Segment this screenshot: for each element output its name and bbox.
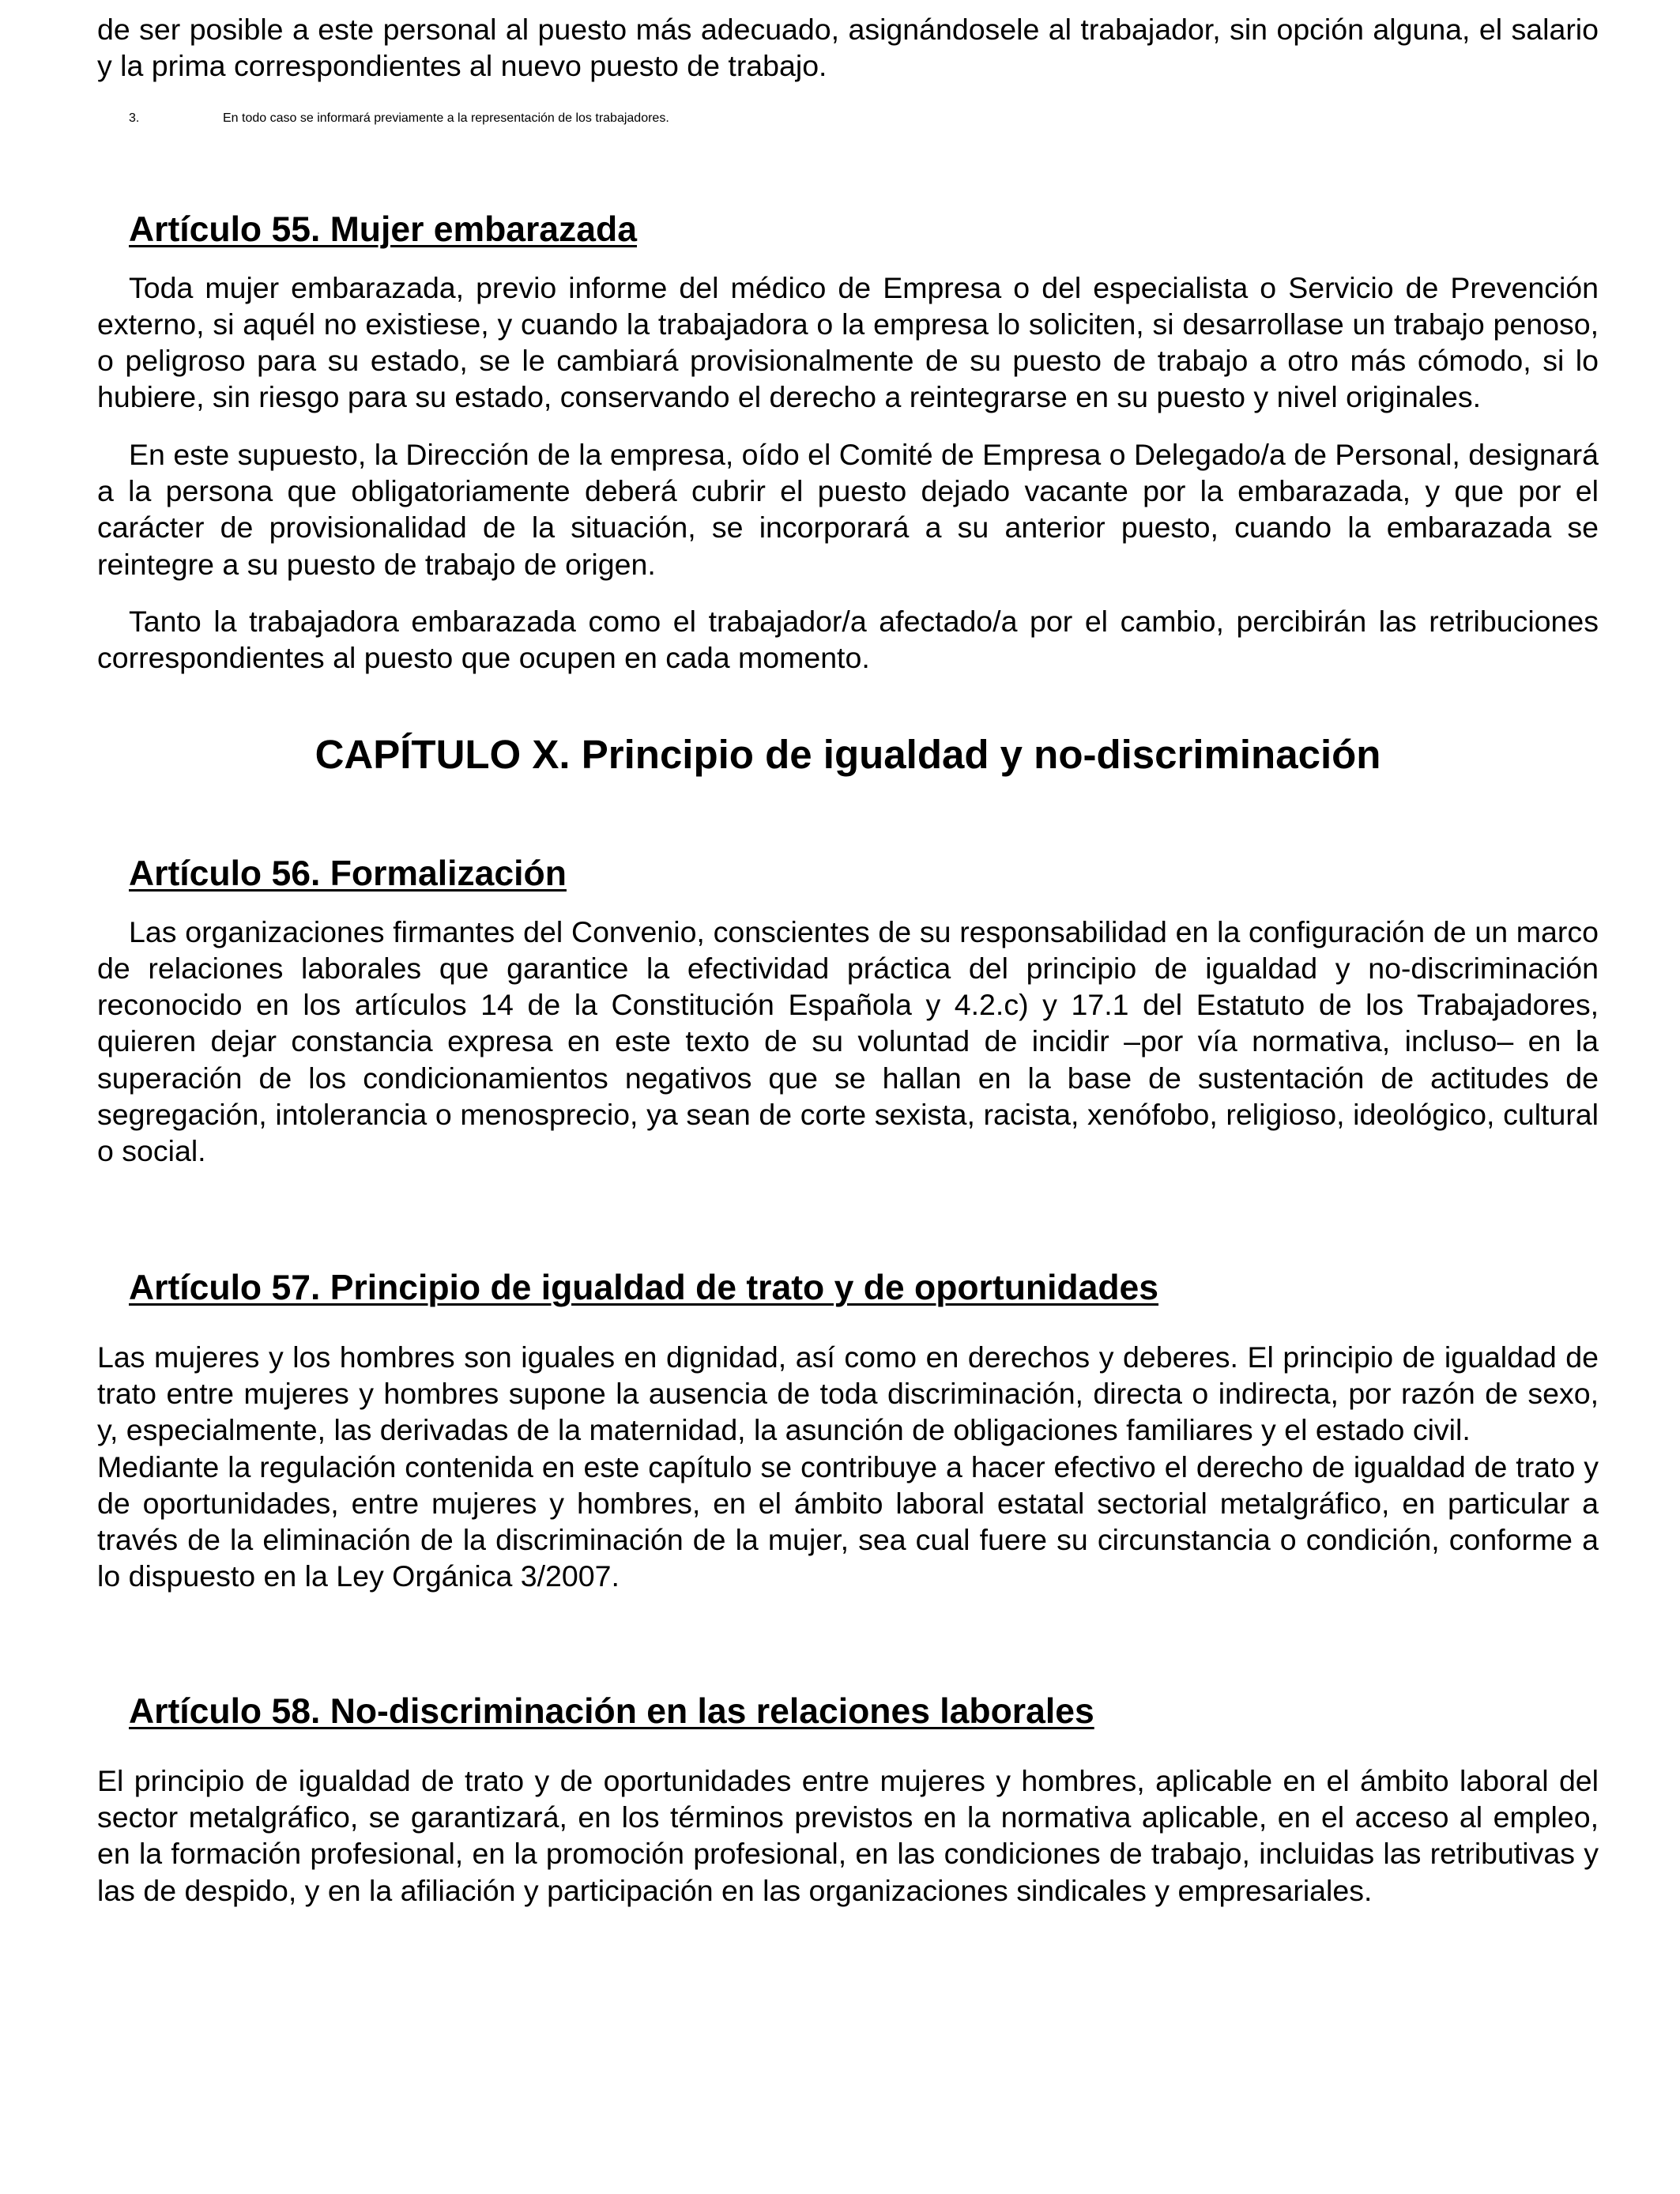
article-56-paragraph-1: Las organizaciones firmantes del Convenio, conscientes de su responsabilidad en la configuración de un marco de relaciones laborales que garantice la efectividad práctica del principio de igualdad y no-discriminación reconocido en los artículos 14 de la Constitución Española y 4.2.c) y 17.1 del Estatuto de los Trabajadores, quieren dejar constancia expresa en este texto de su voluntad de incidir –por vía normativa, incluso– en la superación de los condicionamientos negativos que se hallan en la base de sustentación de actitudes de segregación, intolerancia o menosprecio, ya sean de corte sexista, racista, xenófobo, religioso, ideológico, cultural o social. — [97, 914, 1599, 1168]
article-57-paragraph-2: Mediante la regulación contenida en este capítulo se contribuye a hacer efectivo el derecho de igualdad de trato y de oportunidades, entre mujeres y hombres, en el ámbito laboral estatal sectorial metalgráfico, en particular a través de la eliminación de la discriminación de la mujer, sea cual fuere su circunstancia o condición, conforme a lo dispuesto en la Ley Orgánica 3/2007. — [97, 1449, 1599, 1593]
article-56-title: Artículo 56. Formalización — [129, 854, 567, 893]
chapter-title: CAPÍTULO X. Principio de igualdad y no-discriminación — [315, 731, 1381, 777]
article-55-paragraph-2: En este supuesto, la Dirección de la empresa, oído el Comité de Empresa o Delegado/a de Personal, designará a la persona que obligatoriamente deberá cubrir el puesto dejado vacante por la embarazada, y que por el carácter de provisionalidad de la situación, se incorporará a su anterior puesto, cuando la embarazada se reintegre a su puesto de trabajo de origen. — [97, 437, 1599, 581]
article-57-title: Artículo 57. Principio de igualdad de trato y de oportunidades — [129, 1268, 1159, 1307]
article-55-paragraph-3: Tanto la trabajadora embarazada como el trabajador/a afectado/a por el cambio, percibirán las retribuciones correspondientes al puesto que ocupen en cada momento. — [97, 604, 1599, 675]
list-item-3 — [97, 111, 1599, 126]
article-55-title: Artículo 55. Mujer embarazada — [129, 209, 637, 249]
document-page — [97, 11, 1599, 1909]
list-item-number: 3. — [129, 111, 140, 125]
intro-paragraph: de ser posible a este personal al puesto más adecuado, asignándosele al trabajador, sin opción alguna, el salario y la prima correspondientes al nuevo puesto de trabajo. — [97, 13, 1599, 83]
article-58-title: Artículo 58. No-discriminación en las relaciones laborales — [129, 1691, 1094, 1731]
article-55-paragraph-1: Toda mujer embarazada, previo informe del médico de Empresa o del especialista o Servicio de Prevención externo, si aquél no existiese, y cuando la trabajadora o la empresa lo soliciten, si desarrollase un trabajo penoso, o peligroso para su estado, se le cambiará provisionalmente de su puesto de trabajo a otro más cómodo, si lo hubiere, sin riesgo para su estado, conservando el derecho a reintegrarse en su puesto y nivel originales. — [97, 270, 1599, 414]
list-item-text: En todo caso se informará previamente a la representación de los trabajadores. — [223, 111, 669, 125]
article-57-paragraph-1: Las mujeres y los hombres son iguales en dignidad, así como en derechos y deberes. El principio de igualdad de trato entre mujeres y hombres supone la ausencia de toda discriminación, directa o indirecta, por razón de sexo, y, especialmente, las derivadas de la maternidad, la asunción de obligaciones familiares y el estado civil. — [97, 1340, 1599, 1447]
article-58-paragraph-1: El principio de igualdad de trato y de oportunidades entre mujeres y hombres, aplicable en el ámbito laboral del sector metalgráfico, se garantizará, en los términos previstos en la normativa aplicable, en el acceso al empleo, en la formación profesional, en la promoción profesional, en las condiciones de trabajo, incluidas las retributivas y las de despido, y en la afiliación y participación en las organizaciones sindicales y empresariales. — [97, 1763, 1599, 1907]
